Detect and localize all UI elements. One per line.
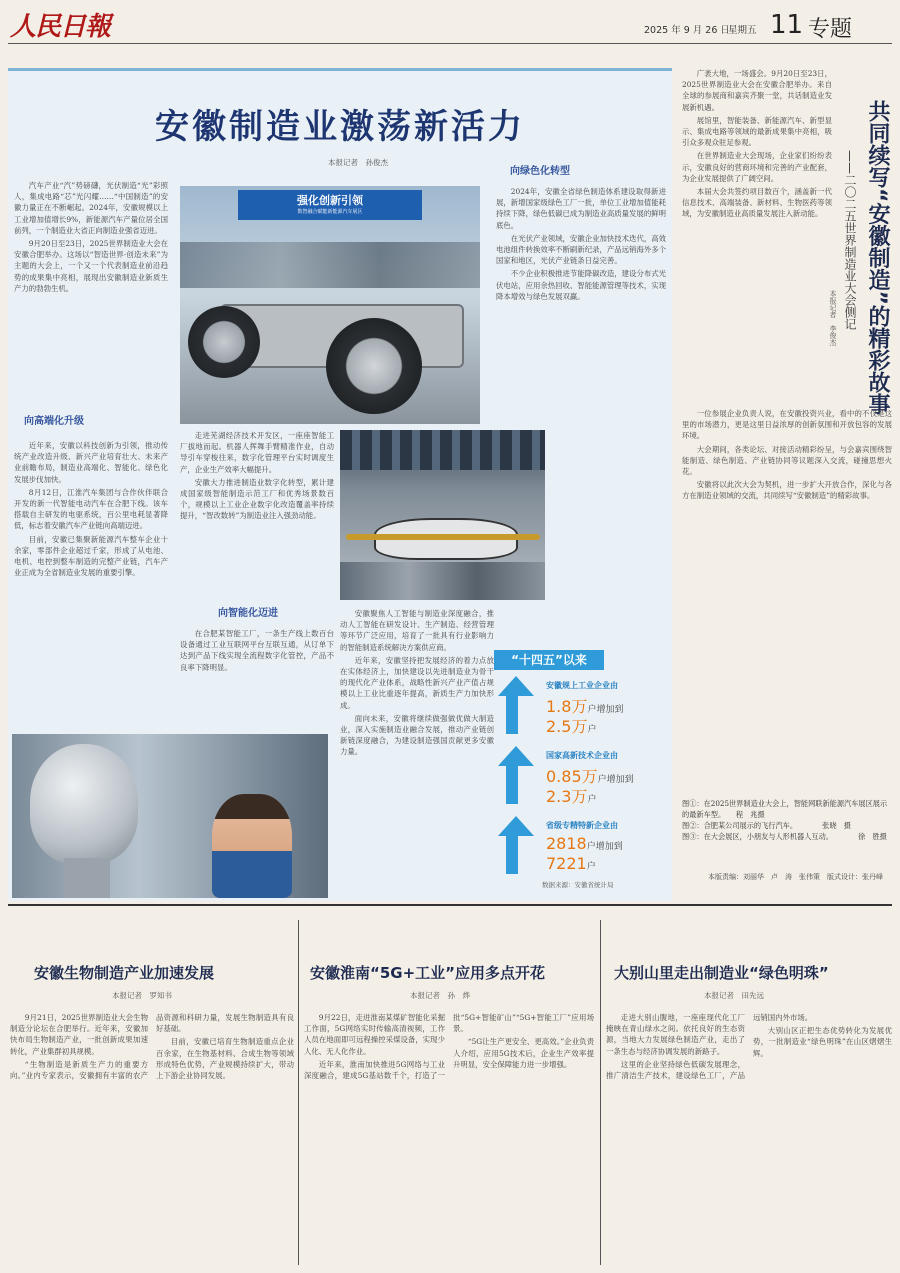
arrow-stem (506, 836, 518, 874)
paragraph: 目前，安徽已培育生物制造重点企业百余家，在生物基材料、合成生物等领域形成特色优势，产业规模持续扩大，带动上下游企业协同发展。 (156, 1037, 294, 1081)
wheel-left (188, 306, 260, 378)
section-name: 专题 (808, 17, 853, 42)
paragraph: 广袤大地，一场盛会。9月20日至23日，2025世界制造业大会在安徽合肥举办。来自全球的参展商和嘉宾齐聚一堂，共话制造业发展新机遇。 (682, 69, 832, 112)
story-divider (298, 920, 299, 1265)
main-title: 安徽制造业激荡新活力 (155, 107, 525, 147)
issue-weekday: 星期五 (728, 25, 757, 36)
stat-label: 国家高新技术企业由 (546, 751, 618, 760)
crowd-shape-2 (340, 562, 545, 600)
hall-lights (340, 430, 545, 470)
main-column-1b (14, 440, 168, 730)
stat-from-unit: 户增加到 (597, 775, 634, 785)
wheel-right (326, 318, 422, 414)
stat-from: 1.8万 (546, 697, 588, 716)
robot-head (30, 744, 138, 864)
page-number: 11 (770, 10, 804, 40)
newspaper-logo: 人民日報 (10, 12, 111, 42)
stat-row-industrial (494, 676, 684, 736)
exhibit-banner-text: 数智融合赋能新能源汽车展区 (297, 209, 363, 215)
caption-3: 图③：在大会展区，小朋友与人形机器人互动。 徐 胜摄 (682, 832, 887, 841)
story-title-bio: 安徽生物制造产业加速发展 (34, 964, 215, 982)
paragraph: 安徽将以此次大会为契机，进一步扩大开放合作，深化与各方在制造业领域的交流，共同续写“安徽制造”的精彩故事。 (682, 480, 892, 501)
stats-box (494, 650, 670, 890)
section-divider (8, 904, 892, 906)
editors-credit: 本版责编：刘丽华 卢 涛 张伟策 版式设计：张丹峰 (708, 873, 883, 881)
stat-from-unit: 户增加到 (586, 842, 623, 852)
paragraph: 安徽大力推进制造业数字化转型，累计建成国家级智能制造示范工厂和优秀场景数百个，规模以上工业企业数字化改造覆盖率持续提升，“智改数转”为制造业注入强劲动能。 (180, 477, 334, 521)
paragraph: 一位参展企业负责人说，在安徽投资兴业，看中的不仅是这里的市场潜力，更是这里日益浓厚的创新氛围和开放包容的发展环境。 (682, 409, 892, 441)
caption-2: 图②：合肥某公司展示的飞行汽车。 张晓 摄 (682, 821, 851, 830)
issue-date: 2025 年 9 月 26 日 (644, 25, 730, 36)
crowd-shape (180, 242, 480, 288)
paragraph: 大别山区正把生态优势转化为发展优势，一批制造业“绿色明珠”在山区熠熠生辉。 (753, 1026, 892, 1058)
stat-label: 省级专精特新企业由 (546, 821, 618, 830)
paragraph: 近年来，淮南加快推进5G网络与工业深度融合，建成5G基站数千个，打造了一批“5G+智能矿山”“5G+智能工厂”应用场景。 (304, 1013, 594, 1081)
flying-car-wing (346, 534, 540, 540)
photo-car-chassis (180, 186, 480, 424)
story-title-5g: 安徽淮南“5G+工业”应用多点开花 (310, 964, 546, 982)
robot-neck (64, 858, 110, 898)
story-byline-bio: 本报记者 罗知书 (112, 991, 172, 1000)
paragraph: 目前，安徽已集聚新能源汽车整车企业十余家，零部件企业超过千家，形成了从电池、电机、电控到整车制造的完整产业链，汽车产业正成为全省制造业发展的重要引擎。 (14, 534, 168, 578)
paragraph: 在光伏产业领域，安徽企业加快技术迭代，高效电池组件转换效率不断刷新纪录，产品远销海外多个国家和地区，光伏产业链条日益完善。 (496, 233, 666, 266)
masthead (0, 0, 900, 50)
exhibit-sign-text: 强化创新引领 (297, 194, 363, 207)
paragraph: 本届大会共签约项目数百个，涵盖新一代信息技术、高端装备、新材料、生物医药等领域，为安徽制造业高质量发展注入新动能。 (682, 187, 832, 219)
sidebar-column-2 (682, 408, 892, 788)
photo-robot-child (12, 734, 328, 898)
arrow-stem (506, 696, 518, 734)
paragraph: “5G让生产更安全、更高效。”企业负责人介绍，应用5G技术后，企业生产效率提升明显，安全保障能力进一步增强。 (453, 1037, 594, 1069)
sidebar-byline: 本报记者 李俊杰 (829, 290, 837, 346)
stat-value (546, 714, 596, 737)
main-column-3 (496, 186, 666, 426)
main-byline: 本报记者 孙俊杰 (328, 158, 388, 167)
story-byline-green: 本报记者 田先远 (704, 991, 764, 1000)
story-5g-body (304, 1012, 594, 1268)
sidebar-subtitle: ——二〇二五世界制造业大会侧记 (843, 150, 857, 330)
stat-to-unit: 户 (586, 862, 596, 872)
paragraph: 2024年，安徽全省绿色制造体系建设取得新进展，新增国家级绿色工厂一批，单位工业增加值能耗持续下降，绿色低碳已成为制造业高质量发展的鲜明底色。 (496, 187, 666, 230)
paragraph: 近年来，安徽坚持把发展经济的着力点放在实体经济上，加快建设以先进制造业为骨干的现代化产业体系，战略性新兴产业产值占规模以上工业比重逐年提高，新质生产力加快形成。 (340, 655, 494, 710)
section-head-smart: 向智能化迈进 (218, 608, 278, 619)
story-divider (600, 920, 601, 1265)
photo-captions (682, 798, 892, 842)
stat-from: 0.85万 (546, 767, 598, 786)
main-column-2c (340, 608, 494, 898)
stat-to: 7221 (546, 854, 587, 873)
stat-value (546, 834, 623, 853)
stat-from: 2818 (546, 834, 587, 853)
paragraph: “生物制造是新质生产力的重要方向。”业内专家表示，安徽拥有丰富的农产品资源和科研力量，发展生物制造具有良好基础。 (10, 1013, 294, 1081)
photo-flying-car (340, 430, 545, 600)
paragraph: 走进芜湖经济技术开发区，一座座智能工厂拔地而起。机器人挥舞手臂精准作业，自动导引车穿梭往来，数字化管理平台实时调度生产，企业生产效率大幅提升。 (180, 431, 334, 474)
paragraph: 走进大别山腹地，一座座现代化工厂掩映在青山绿水之间。依托良好的生态资源，当地大力发展绿色制造产业，走出了一条生态与经济协调发展的新路子。 (606, 1013, 745, 1056)
up-arrow-icon (498, 816, 534, 836)
paragraph: 大会期间，各类论坛、对接活动精彩纷呈，与会嘉宾围绕智能制造、绿色制造、产业链协同等议题深入交流，碰撞思想火花。 (682, 444, 892, 477)
main-column-2 (180, 430, 334, 578)
story-title-green: 大别山里走出制造业“绿色明珠” (614, 964, 829, 982)
paragraph: 面向未来，安徽将继续做强做优做大制造业，深入实施制造业融合发展，推动产业链创新链深度融合，为建设制造强国贡献更多安徽力量。 (340, 713, 494, 757)
paragraph: 在世界制造业大会现场，企业家们纷纷表示，安徽良好的营商环境和完善的产业配套，为企业发展提供了广阔空间。 (682, 151, 832, 183)
section-head-green: 向绿色化转型 (510, 166, 570, 177)
up-arrow-icon (498, 746, 534, 766)
paragraph: 汽车产业“汽”势磅礴，光伏制造“光”彩照人，集成电路“芯”光闪耀……“中国制造”的安徽力量正在不断崛起。2024年，安徽规模以上工业增加值增长9%，新能源汽车产量位居全国前列，一个制造业大省正向制造业强省迈进。 (14, 181, 168, 235)
section-head-high-end: 向高端化升级 (24, 416, 84, 427)
paragraph: 展馆里，智能装备、新能源汽车、新型显示、集成电路等领域的最新成果集中亮相，吸引众多观众驻足参观。 (682, 115, 832, 148)
paragraph: 不少企业积极推进节能降碳改造，建设分布式光伏电站，应用余热回收、智能能源管理等技术，实现降本增效与绿色发展双赢。 (496, 269, 666, 301)
masthead-rule (8, 43, 892, 44)
stat-row-hightech (494, 746, 684, 806)
caption-1: 图①：在2025世界制造业大会上，智能网联新能源汽车展区展示的最新车型。 程 兆摄 (682, 799, 888, 819)
paragraph: 9月22日，走进淮南某煤矿智能化采掘工作面，5G网络实时传输高清视频，工作人员在地面即可远程操控采煤设备，实现少人化、无人化作业。 (304, 1013, 445, 1056)
paragraph: 8月12日，江淮汽车集团与合作伙伴联合开发的新一代智能电动汽车在合肥下线。该车搭载自主研发的电驱系统，百公里电耗显著降低，标志着安徽汽车产业链向高端迈进。 (14, 487, 168, 531)
story-byline-5g: 本报记者 孙 烨 (410, 991, 470, 1000)
stat-to: 2.3万 (546, 787, 588, 806)
sidebar-column-1 (682, 68, 832, 398)
sidebar-title: 共同续写“安徽制造”的精彩故事 (865, 100, 890, 415)
paragraph: 9月21日，2025世界制造业大会生物制造分论坛在合肥举行。近年来，安徽加快布局生物制造产业，一批创新成果加速转化，产业集群初具规模。 (10, 1013, 148, 1056)
paragraph: 9月20日至23日，2025世界制造业大会在安徽合肥举办。这场以“智造世界·创造未来”为主题的大会上，一个又一个代表制造业前沿趋势的成果集中亮相，展现出安徽制造业新质生产力的勃勃生机。 (14, 239, 168, 293)
exhibit-sign (238, 190, 422, 220)
stat-label: 安徽规上工业企业由 (546, 681, 618, 690)
paragraph: 这里的企业坚持绿色低碳发展理念，推广清洁生产技术，建设绿色工厂，产品远销国内外市场。 (606, 1013, 813, 1081)
stat-to-unit: 户 (587, 725, 597, 735)
stats-source: 数据来源：安徽省统计局 (542, 881, 614, 889)
up-arrow-icon (498, 676, 534, 696)
stat-to: 2.5万 (546, 717, 588, 736)
stats-title: “十四五”以来 (494, 650, 604, 670)
paragraph: 安徽聚焦人工智能与制造业深度融合，推动人工智能在研发设计、生产制造、经营管理等环节广泛应用，培育了一批具有行业影响力的智能制造系统解决方案供应商。 (340, 609, 494, 652)
story-bio-body (10, 1012, 294, 1268)
stat-value (546, 854, 596, 873)
arrow-stem (506, 766, 518, 804)
stat-row-specialized (494, 816, 684, 876)
paragraph: 在合肥某智能工厂，一条生产线上数百台设备通过工业互联网平台互联互通，从订单下达到产品下线实现全流程数字化管控，产品不良率下降明显。 (180, 629, 334, 672)
stat-from-unit: 户增加到 (587, 705, 624, 715)
stat-to-unit: 户 (587, 795, 597, 805)
stat-value (546, 784, 596, 807)
child-figure (212, 794, 292, 898)
story-green-body (606, 1012, 892, 1268)
paragraph: 近年来，安徽以科技创新为引领，推动传统产业改造升级、新兴产业培育壮大、未来产业前瞻布局，制造业高端化、智能化、绿色化发展步伐加快。 (14, 441, 168, 484)
main-column-2b (180, 628, 334, 733)
